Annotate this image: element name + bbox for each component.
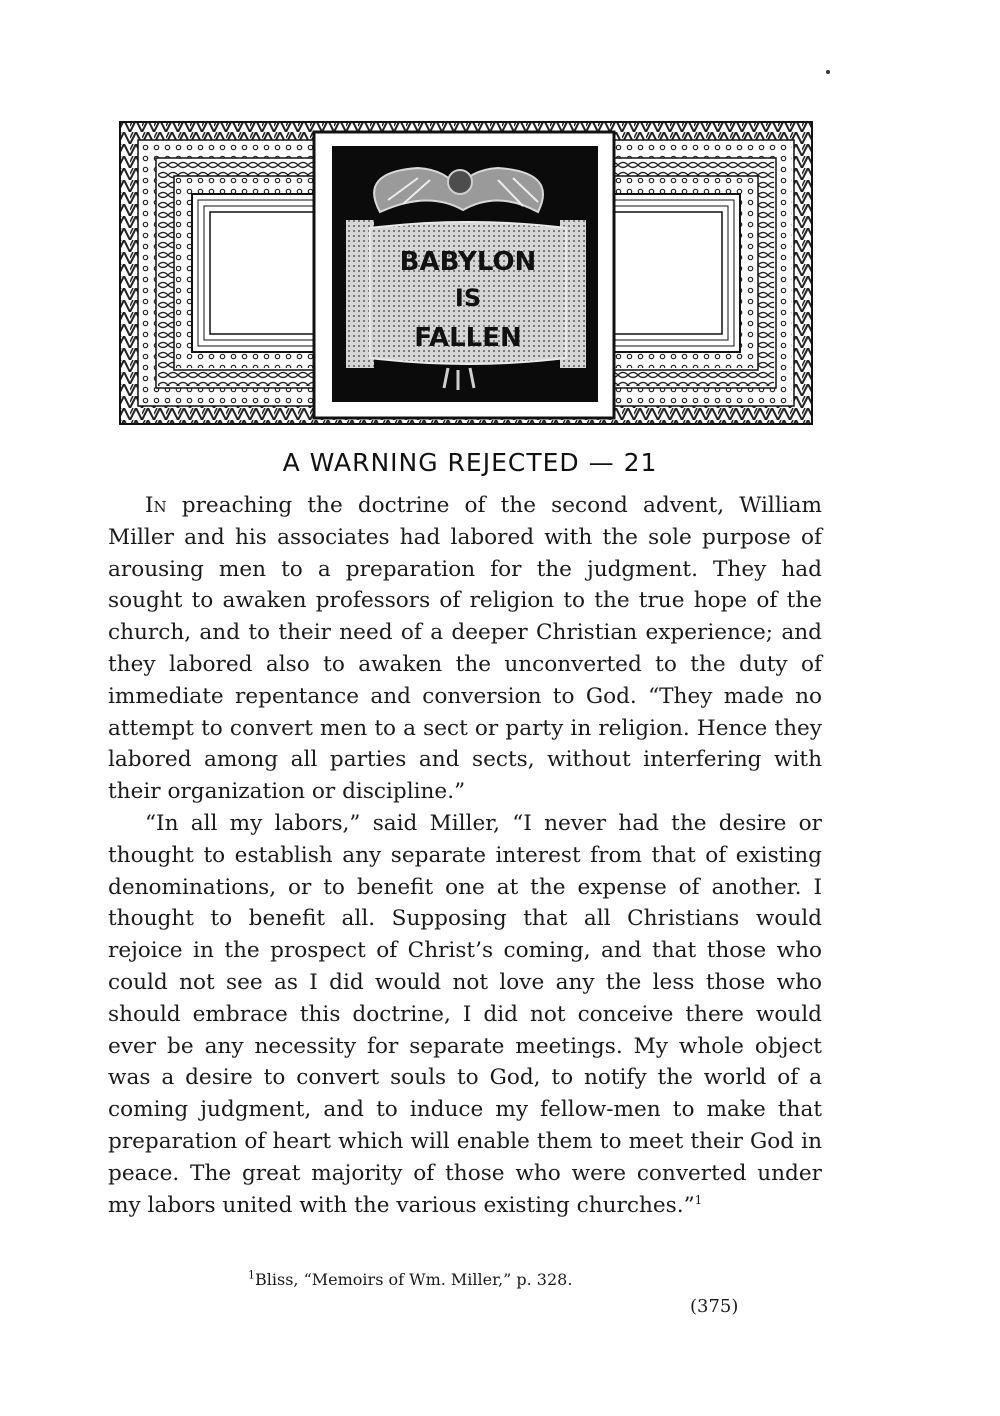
footnote-mark: 1	[248, 1268, 255, 1282]
footnote-reference: 1	[694, 1192, 703, 1207]
page-number: (375)	[690, 1296, 739, 1317]
footnote	[248, 1270, 572, 1289]
paragraph-text: preaching the doctrine of the second advent, William Miller and his associates had labored with the sole purpose of arousing men to a preparation for the judgment. They had sought to awaken professors of religion to the true hope of the church, and to their need of a deeper Christian experience; and they labored also to awaken the unconverted to the duty of immediate repentance and conversion to God. “They made no attempt to convert men to a sect or party in religion. Hence they labored among all parties and sects, without interfering with their organization or discipline.”	[108, 493, 822, 805]
banner-line-3: FALLEN	[414, 323, 522, 353]
chapter-title: A WARNING REJECTED — 21	[282, 448, 658, 477]
paragraph-lead: In	[145, 493, 167, 518]
paragraph-text: “In all my labors,” said Miller, “I never had the desire or thought to establish any separate interest from that of existing denominations, or to benefit one at the expense of another. I thought to benefit all. Supposing that all Christians would rejoice in the prospect of Christ’s coming, and that those who could not see as I did would not love any the less those who should embrace this doctrine, I did not conceive there would ever be any necessity for separate meetings. My whole object was a desire to convert souls to God, to notify the world of a coming judgment, and to induce my fellow-men to make that preparation of heart which will enable them to meet their God in peace. The great majority of those who were converted under my labors united with the various existing churches.”	[108, 810, 822, 1218]
footnote-text: Bliss, “Memoirs of Wm. Miller,” p. 328.	[255, 1270, 573, 1289]
paragraph	[108, 490, 822, 808]
banner-line-2: IS	[454, 284, 482, 312]
print-speck	[826, 70, 830, 74]
chapter-header-illustration	[118, 120, 814, 426]
banner-line-1: BABYLON	[399, 247, 537, 277]
body-text	[108, 490, 822, 1221]
paragraph	[108, 808, 822, 1221]
